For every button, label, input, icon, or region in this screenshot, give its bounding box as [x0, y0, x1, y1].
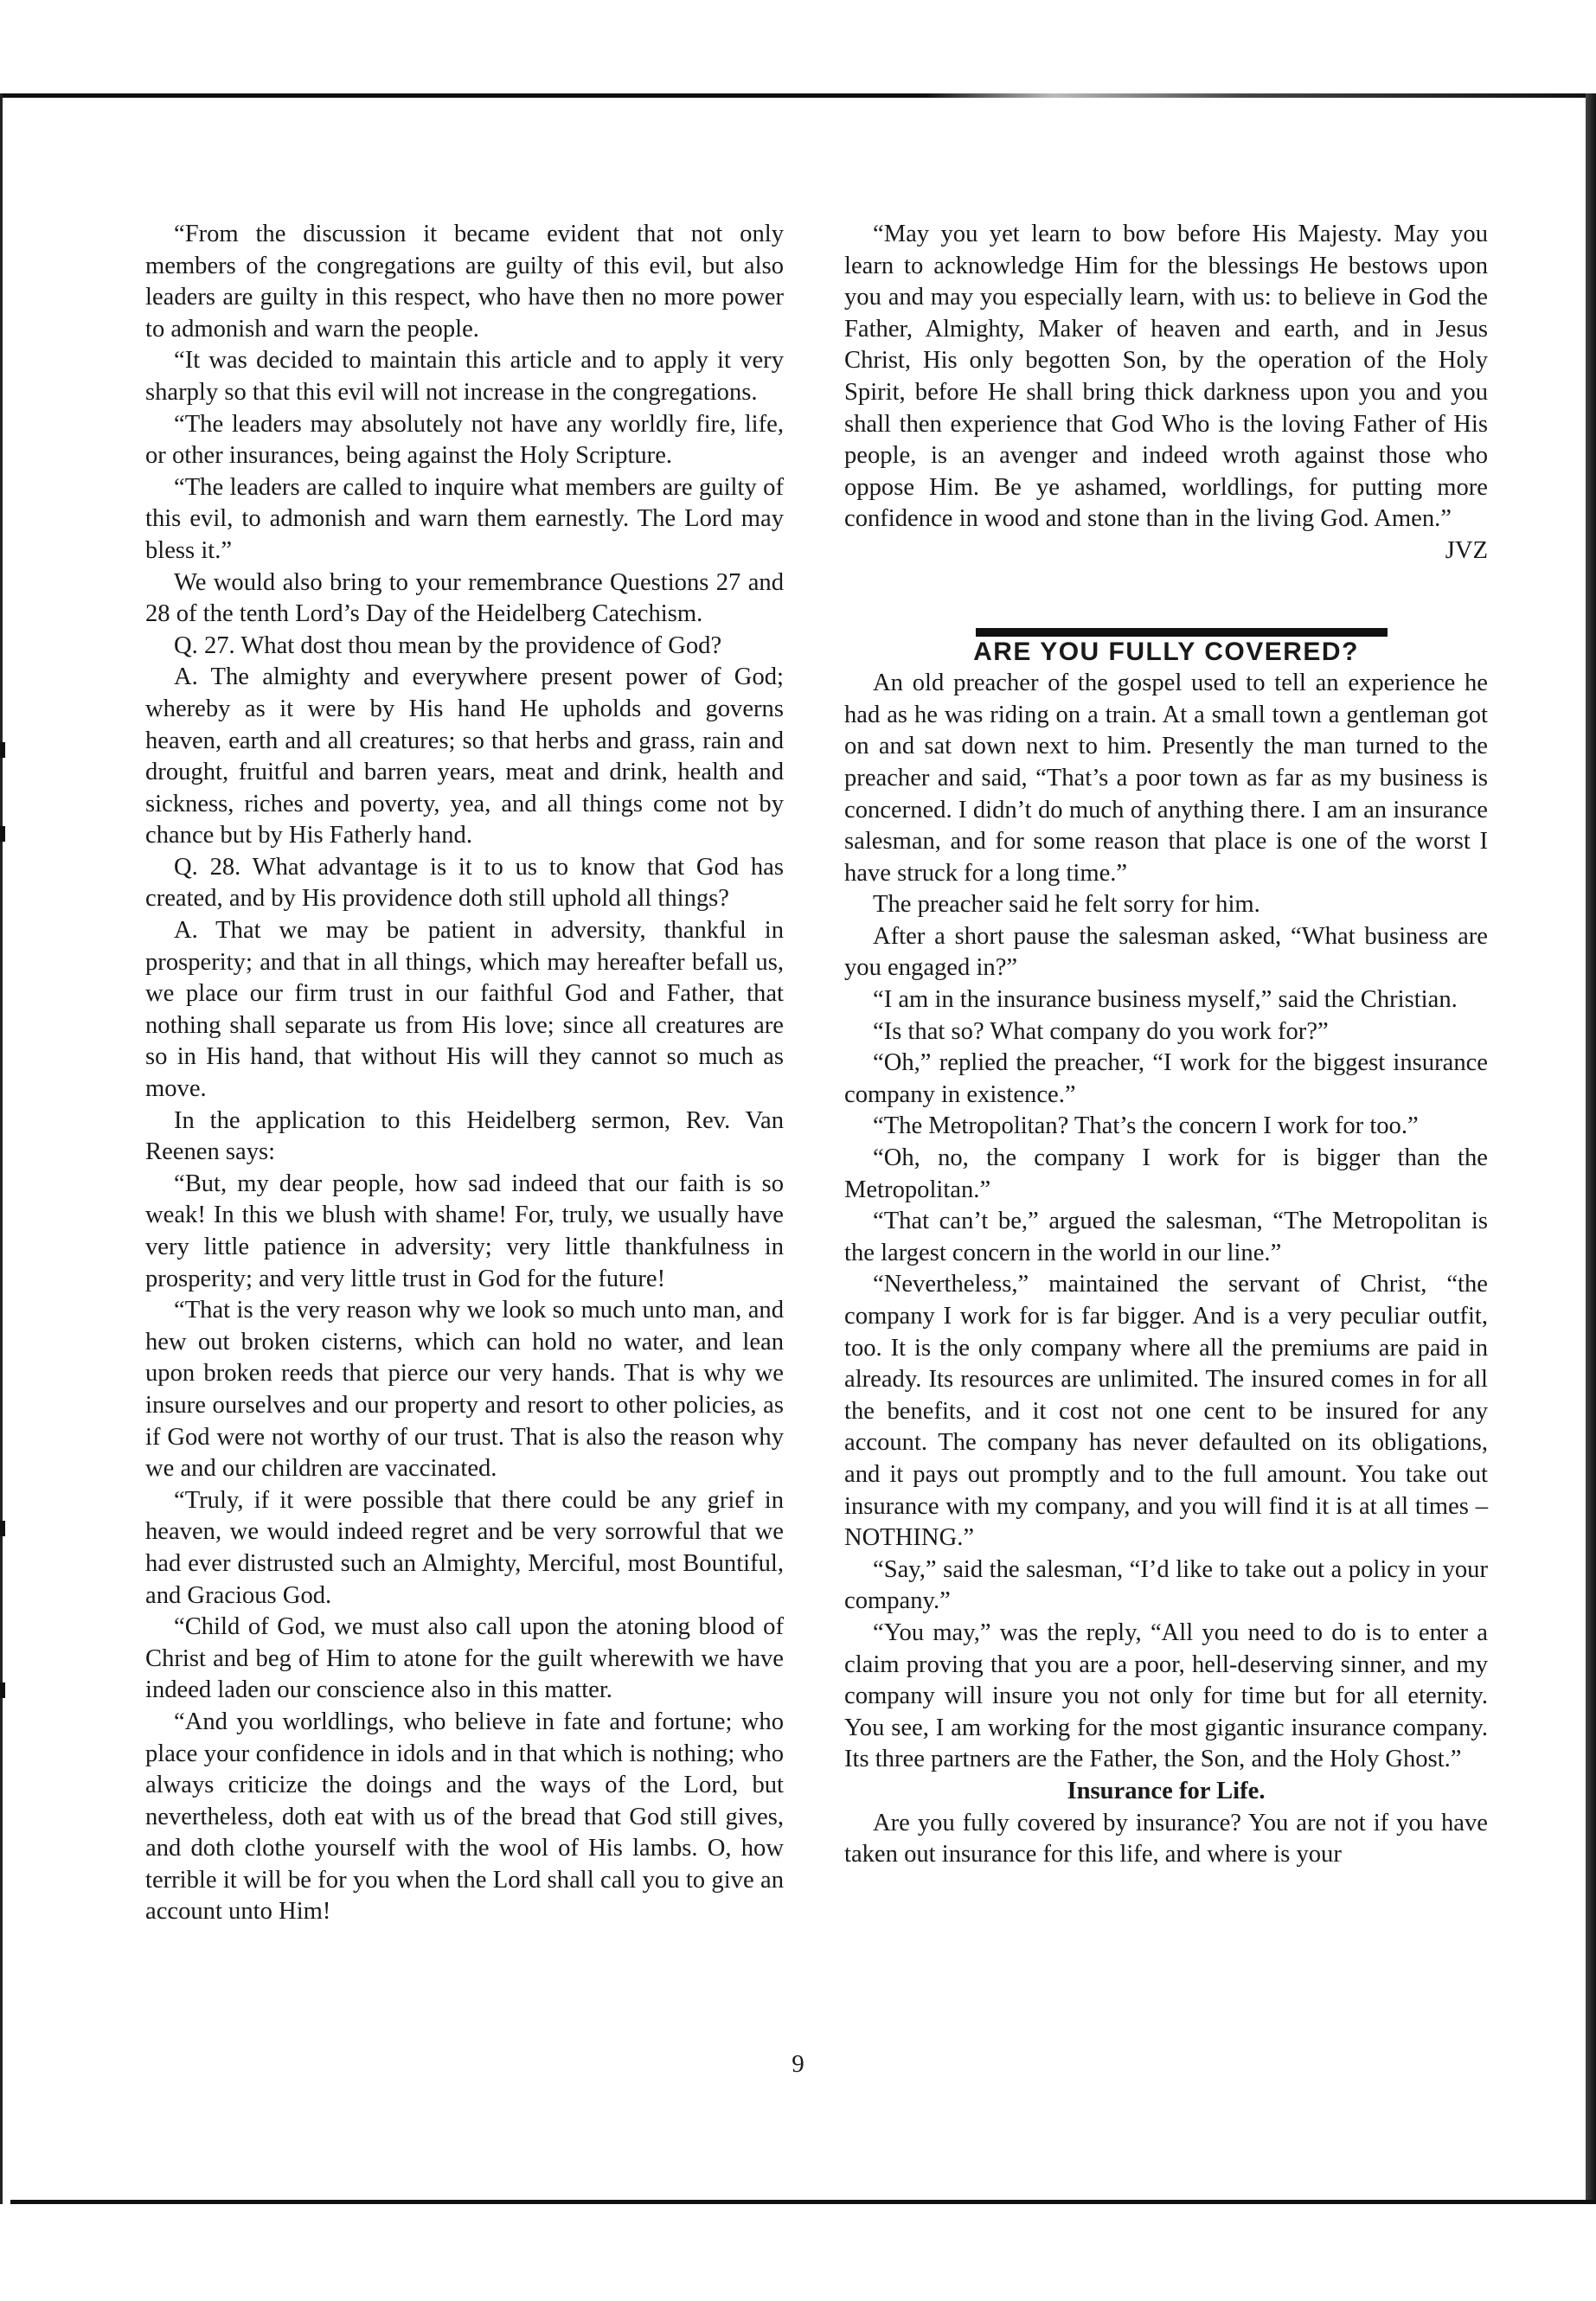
paragraph: After a short pause the salesman asked, “What business are you engaged in?”: [844, 922, 1488, 982]
section-divider: [976, 628, 1388, 637]
paragraph: “May you yet learn to bow before His Majesty. May you learn to acknowledge Him for the blessings He bestows upon you and may you especially learn, with us: to believe in God the Father, Almighty, Maker of heaven and earth, and in Jesus Christ, His only begotten Son, by the operation of the Holy Spirit, before He shall bring thick darkness upon you and you shall then experience that God Who is the loving Father of His people, is an avenger and indeed wroth against those who oppose Him. Be ye ashamed, worldlings, for putting more confidence in wood and stone than in the living God. Amen.”: [844, 221, 1488, 533]
edge-mark: [0, 1682, 5, 1698]
left-border: [0, 93, 3, 2204]
left-column: [145, 219, 784, 1928]
catechism-question: Q. 27. What dost thou mean by the providence of God?: [174, 631, 722, 659]
paragraph: “Oh, no, the company I work for is bigger than the Metropolitan.”: [844, 1144, 1488, 1203]
section-subheading: Insurance for Life.: [1067, 1777, 1266, 1804]
paragraph: “You may,” was the reply, “All you need to do is to enter a claim proving that you are a poor, hell-deserving sinner, and my company will insure you not only for time but for all eternity. You see, I am working for the most gigantic insurance company. Its three partners are the Father, the Son, and the Holy Ghost.”: [844, 1618, 1488, 1773]
paragraph: “That is the very reason why we look so much unto man, and hew out broken cisterns, which can hold no water, and lean upon broken reeds that pierce our very hands. That is why we insure ourselves and our property and resort to other policies, as if God were not worthy of our trust. That is also the reason why we and our children are vaccinated.: [145, 1297, 784, 1483]
edge-mark: [0, 826, 5, 842]
paragraph: Are you fully covered by insurance? You are not if you have taken out insurance for this life, and where is your: [844, 1809, 1488, 1868]
paragraph: “Nevertheless,” maintained the servant of Christ, “the company I work for is far bigger. And is a very peculiar outfit, too. It is the only company where all the premiums are paid in already. Its resources are unlimited. The insured comes in for all the benefits, and it cost not one cent to be insured for any account. The company has never defaulted on its obligations, and it pays out promptly and to the full amount. You take out insurance with my company, and you will find it is at all times – NOTHING.”: [844, 1271, 1488, 1552]
bottom-border: [10, 2200, 1596, 2204]
paragraph: “I am in the insurance business myself,” said the Christian.: [873, 986, 1458, 1014]
right-border: [1586, 93, 1596, 2204]
paragraph: “Is that so? What company do you work for?”: [873, 1017, 1329, 1045]
catechism-question: Q. 28. What advantage is it to us to know that God has created, and by His providence doth still uphold all things?: [145, 853, 784, 913]
paragraph: “That can’t be,” argued the salesman, “The Metropolitan is the largest concern in the world in our line.”: [844, 1208, 1488, 1266]
paragraph: The preacher said he felt sorry for him.: [873, 891, 1260, 919]
paragraph: We would also bring to your remembrance Questions 27 and 28 of the tenth Lord’s Day of the Heidelberg Catechism.: [145, 568, 784, 628]
top-border: [0, 93, 1596, 98]
paragraph: “But, my dear people, how sad indeed that our faith is so weak! In this we blush with shame! For, truly, we usually have very little patience in adversity; very little thankfulness in prosperity; and very little trust in God for the future!: [145, 1170, 784, 1292]
article-title: ARE YOU FULLY COVERED?: [973, 637, 1359, 666]
catechism-answer: A. That we may be patient in adversity, thankful in prosperity; and that in all things, which may hereafter befall us, we place our firm trust in our faithful God and Father, that nothing shall separate us from His love; since all creatures are so in His hand, that without His will they cannot so much as move.: [145, 917, 784, 1103]
paragraph: “Say,” said the salesman, “I’d like to take out a policy in your company.”: [844, 1555, 1488, 1615]
paragraph: “From the discussion it became evident that not only members of the congregations are guilty of this evil, but also leaders are guilty in this respect, who have then no more power to admonish and warn the people.: [145, 221, 784, 343]
right-column: [844, 219, 1488, 1871]
paragraph: An old preacher of the gospel used to tell an experience he had as he was riding on a train. At a small town a gentleman got on and sat down next to him. Presently the man turned to the preacher and said, “That’s a poor town as far as my business is concerned. I didn’t do much of anything there. I am an insurance salesman, and for some reason that place is one of the worst I have struck for a long time.”: [844, 670, 1488, 887]
paragraph: “The leaders are called to inquire what members are guilty of this evil, to admonish and warn them earnestly. The Lord may bless it.”: [145, 473, 784, 564]
page-number: 9: [792, 2050, 804, 2078]
author-signature: JVZ: [1445, 536, 1488, 564]
paragraph: “Child of God, we must also call upon the atoning blood of Christ and beg of Him to atone for the guilt wherewith we have indeed laden our conscience also in this matter.: [145, 1613, 784, 1704]
edge-mark: [0, 1521, 5, 1536]
paragraph: “It was decided to maintain this article and to apply it very sharply so that this evil will not increase in the congregations.: [145, 347, 784, 406]
paragraph: “The leaders may absolutely not have any worldly fire, life, or other insurances, being against the Holy Scripture.: [145, 410, 784, 470]
paragraph: In the application to this Heidelberg sermon, Rev. Van Reenen says:: [145, 1106, 784, 1166]
catechism-answer: A. The almighty and everywhere present power of God; whereby as it were by His hand He upholds and governs heaven, earth and all creatures; so that herbs and grass, rain and drought, fruitful and barren years, meat and drink, health and sickness, riches and poverty, yea, and all things come not by chance but by His Fatherly hand.: [145, 663, 784, 849]
paragraph: “Oh,” replied the preacher, “I work for the biggest insurance company in existence.”: [844, 1049, 1488, 1108]
paragraph: “And you worldlings, who believe in fate and fortune; who place your confidence in idols and in that which is nothing; who always criticize the doings and the ways of the Lord, but nevertheless, doth eat with us of the bread that God still gives, and doth clothe yourself with the wool of His lambs. O, how terrible it will be for you when the Lord shall call you to give an account unto Him!: [145, 1708, 784, 1926]
edge-mark: [0, 742, 5, 758]
paragraph: “Truly, if it were possible that there could be any grief in heaven, we would indeed regret and be very sorrowful that we had ever distrusted such an Almighty, Merciful, most Bountiful, and Gracious God.: [145, 1486, 784, 1609]
paragraph: “The Metropolitan? That’s the concern I work for too.”: [873, 1112, 1419, 1140]
